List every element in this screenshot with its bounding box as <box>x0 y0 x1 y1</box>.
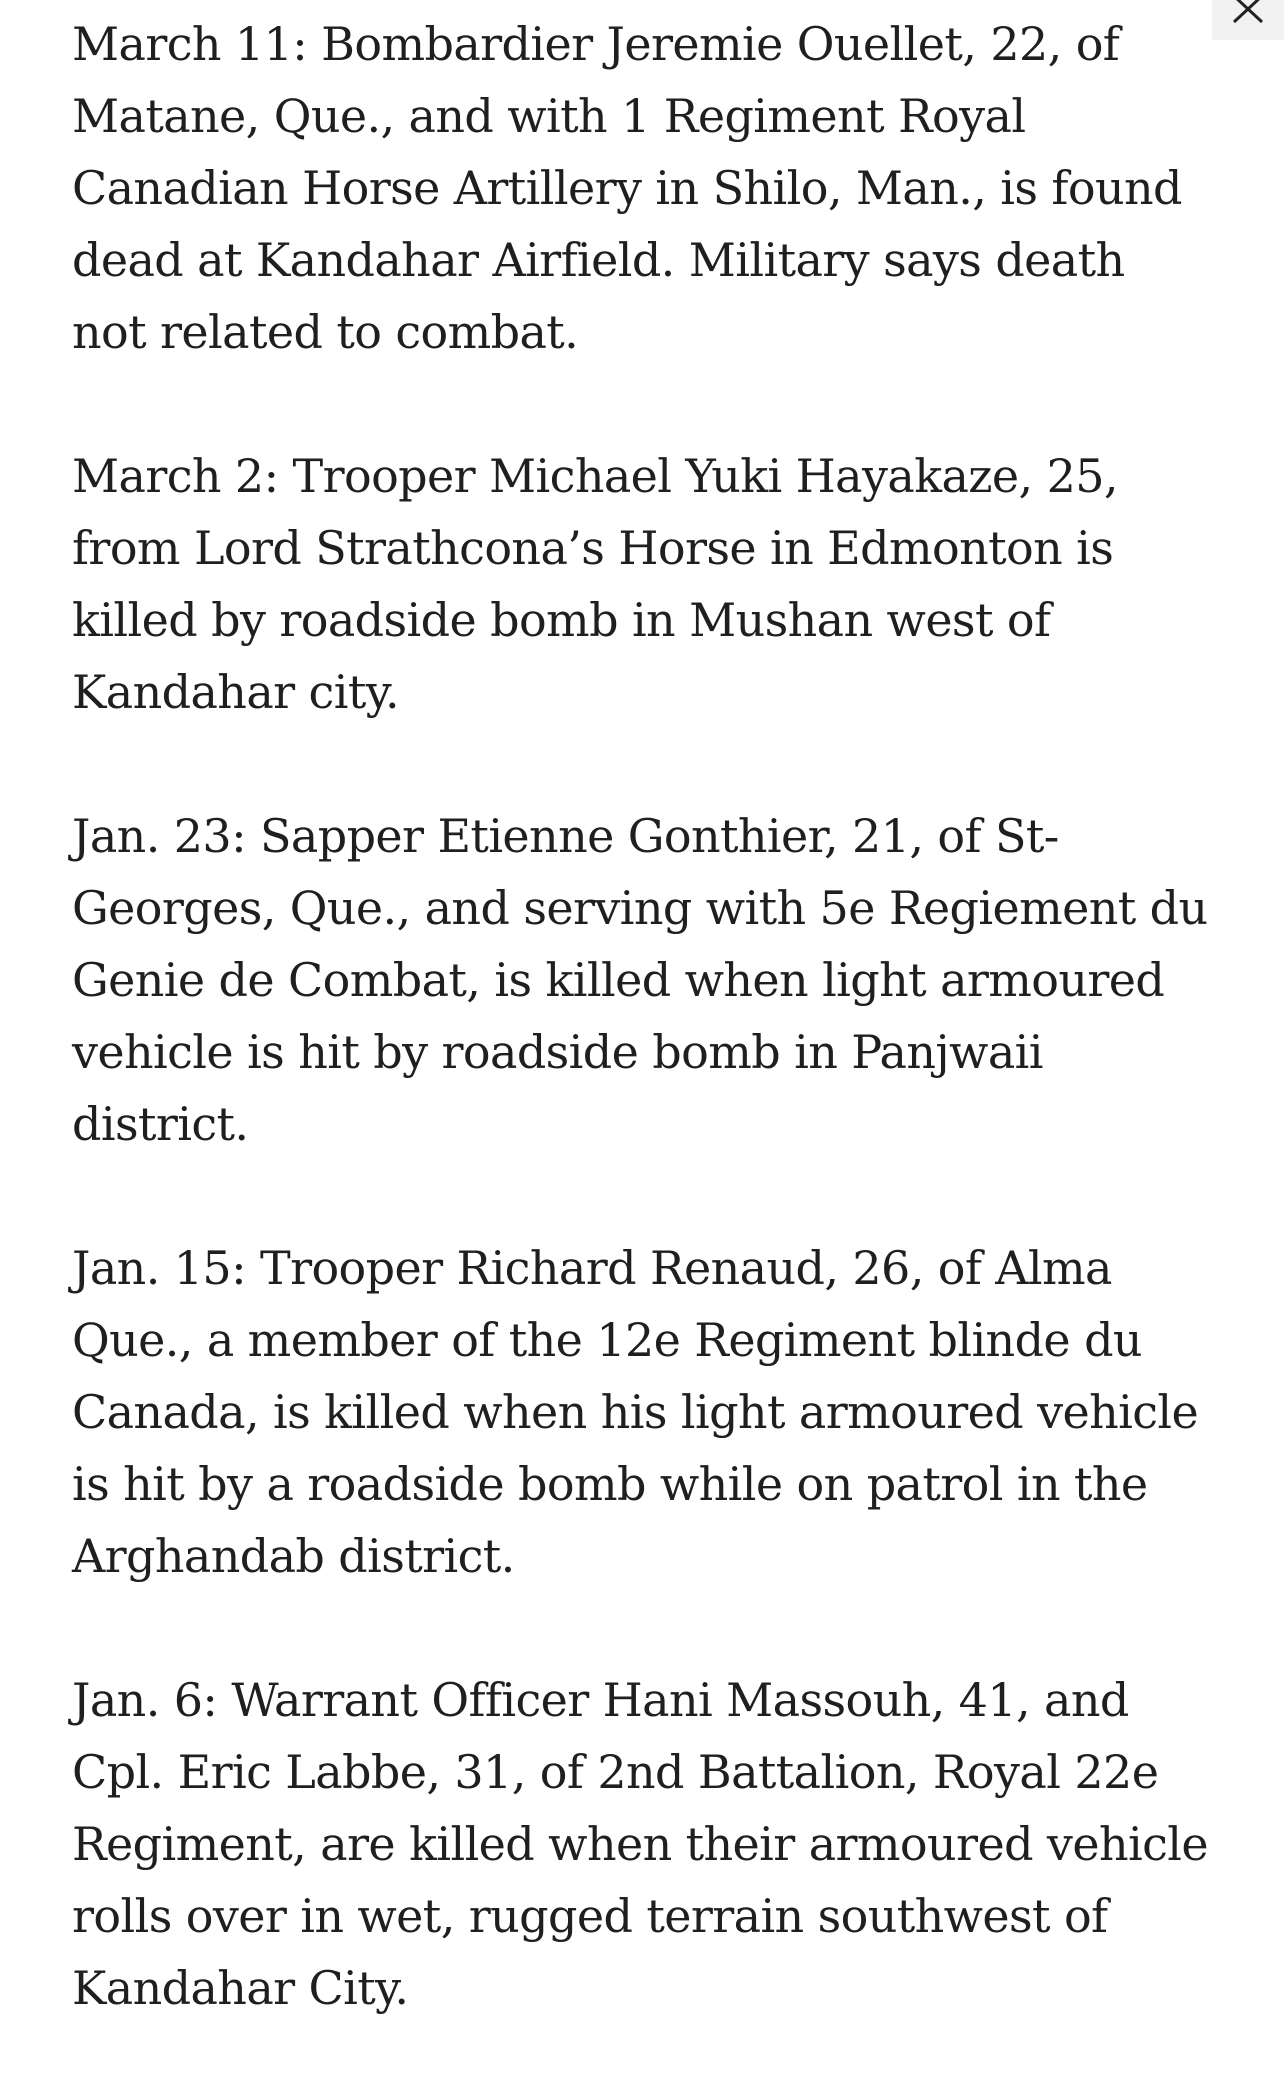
entry-paragraph: March 11: Bombardier Jeremie Ouellet, 22, of Matane, Que., and with 1 Regiment Royal Canadian Horse Artillery in Shilo, Man., is found dead at Kandahar Airfield. Military says death not related to combat. <box>72 17 1182 359</box>
article-body <box>72 8 1212 2096</box>
close-button[interactable] <box>1212 0 1284 40</box>
close-icon <box>1228 0 1268 26</box>
entry-paragraph: March 2: Trooper Michael Yuki Hayakaze, 25, from Lord Strathcona’s Horse in Edmonton is killed by roadside bomb in Mushan west of Kandahar city. <box>72 449 1118 719</box>
entry-paragraph: Jan. 6: Warrant Officer Hani Massouh, 41, and Cpl. Eric Labbe, 31, of 2nd Battalion, Royal 22e Regiment, are killed when their armoured vehicle rolls over in wet, rugged terrain southwest of Kandahar City. <box>72 1673 1208 2015</box>
entry-paragraph: Jan. 15: Trooper Richard Renaud, 26, of Alma Que., a member of the 12e Regiment blinde du Canada, is killed when his light armoured vehicle is hit by a roadside bomb while on patrol in the Arghandab district. <box>72 1241 1199 1583</box>
entry-paragraph: Jan. 23: Sapper Etienne Gonthier, 21, of St-Georges, Que., and serving with 5e Regiement du Genie de Combat, is killed when light armoured vehicle is hit by roadside bomb in Panjwaii district. <box>72 809 1208 1151</box>
